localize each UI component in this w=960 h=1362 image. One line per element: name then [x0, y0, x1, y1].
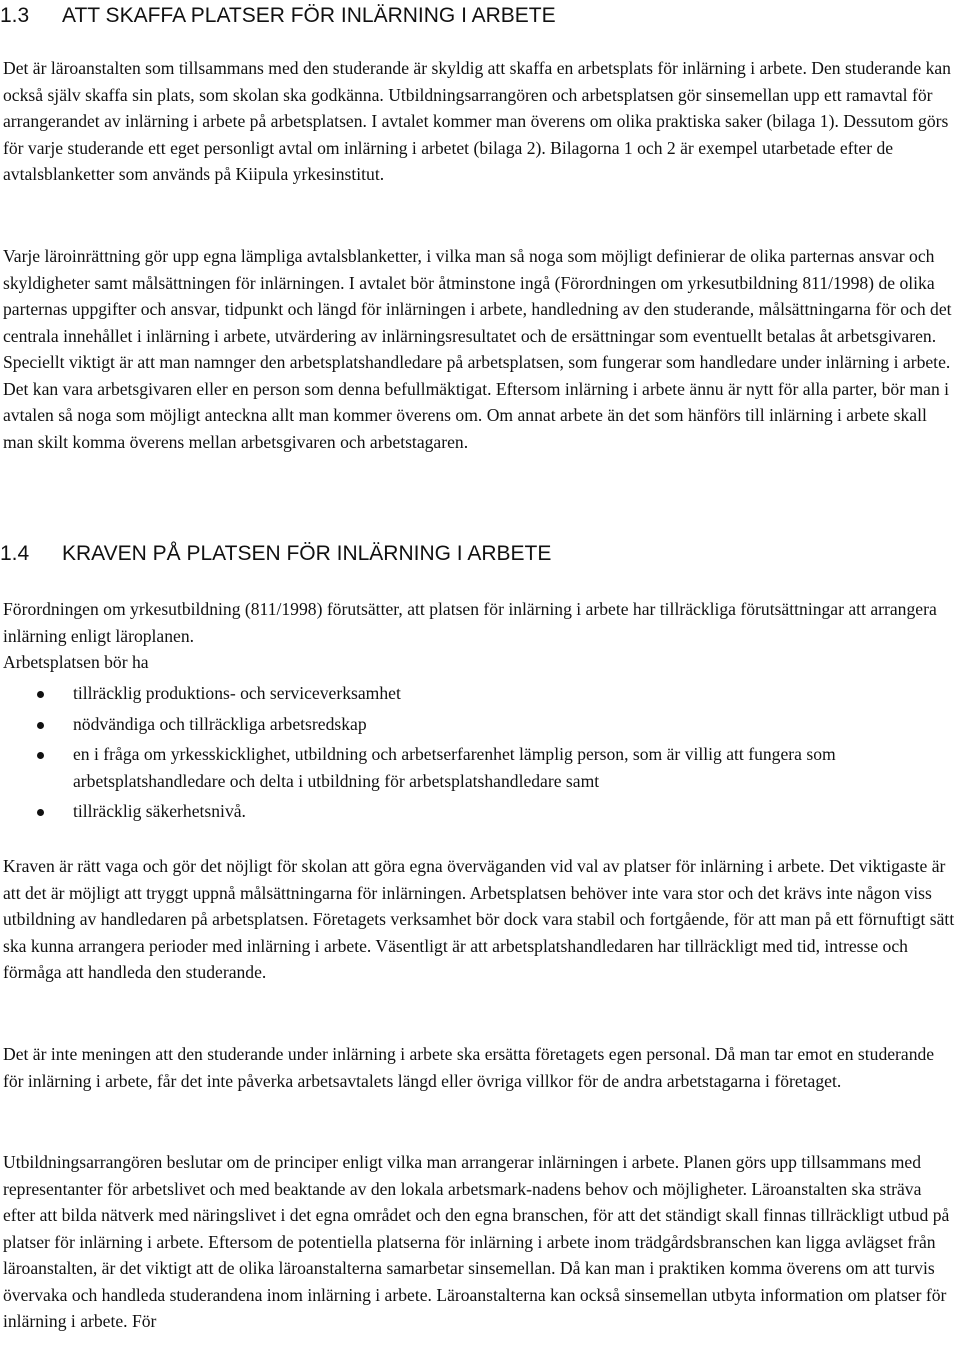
section-heading — [0, 2, 556, 30]
paragraph: Varje läroinrättning gör upp egna lämpliga avtalsblanketter, i vilka man så noga som möjligt definierar de olika parternas ansvar och skyldigheter samt målsättningen för inlärningen. I avtalet bör åtminstone ingå (Förordningen om yrkesutbildning 811/1998) de olika parternas uppgifter och ansvar, tidpunkt och längd för inlärningen i arbete, handledning av den studerande, målsättningarna för och det centrala innehållet i inlärning i arbete, utvärdering av inlärningsresultatet och de ersättningar som eventuellt betalas åt arbetsgivaren. Speciellt viktigt är att man namnger den arbetsplatshandledare på arbetsplatsen, som fungerar som handledare under inlärning i arbete. Det kan vara arbetsgivaren eller en person som denna befullmäktigat. Eftersom inlärning i arbete ännu är nytt för alla parter, bör man i avtalen så noga som möjligt anteckna allt man kommer överens om. Om annat arbete än det som hänförs till inlärning i arbete skall man skilt komma överens mellan arbetsgivaren och arbetstagaren. — [3, 246, 952, 452]
list-item — [0, 798, 958, 825]
section-number: 1.3 — [0, 4, 30, 27]
list-item — [0, 680, 958, 707]
bullet-icon — [37, 809, 44, 816]
list-item-text: tillräcklig säkerhetsnivå. — [73, 801, 246, 821]
paragraph: Det är läroanstalten som tillsammans med den studerande är skyldig att skaffa en arbetsplats för inlärning i arbete. Den studerande kan också själv skaffa sin plats, som skolan ska godkänna. Utbildningsarrangören och arbetsplatsen gör sinsemellan upp ett ramavtal för arrangerandet av inlärning i arbete på arbetsplatsen. I avtalet kommer man överens om olika praktiska saker (bilaga 1). Dessutom görs för varje studerande ett eget personligt avtal om inlärning i arbetet (bilaga 2). Bilagorna 1 och 2 är exempel utarbetade efter de avtalsblanketter som används på Kiipula yrkesinstitut. — [3, 58, 951, 184]
list-item — [0, 711, 958, 738]
section-title: ATT SKAFFA PLATSER FÖR INLÄRNING I ARBETE — [62, 4, 556, 27]
requirements-list — [0, 680, 958, 825]
bullet-icon — [37, 752, 44, 759]
bullet-icon — [37, 691, 44, 698]
list-item — [0, 741, 958, 794]
list-item-text: nödvändiga och tillräckliga arbetsredskap — [73, 713, 367, 734]
paragraph: Utbildningsarrangören beslutar om de principer enligt vilka man arrangerar inlärningen i arbete. Planen görs upp tillsammans med representanter för arbetslivet och med beaktande av den lokala arbetsmark-nadens behov och möjligheter. Läroanstalten ska sträva efter att bilda nätverk med näringslivet i det egna området och den egna branschen, för att det ständigt skall finnas tillräckligt utbud på platser för inlärning i arbete. Eftersom de potentiella platserna för inlärning i arbete inom trädgårdsbranschen kan ligga avlägset från läroanstalten, är det viktigt att de olika läroanstalterna samarbetar sinsemellan. Då kan man i praktiken komma överens om att turvis övervaka och handleda studerandena inom inlärning i arbete. Läroanstalterna kan också sinsemellan utbyta information om platser för inlärning i arbete. För — [3, 1152, 950, 1331]
paragraph: Det är inte meningen att den studerande under inlärning i arbete ska ersätta företagets egen personal. Då man tar emot en studerande för inlärning i arbete, får det inte påverka arbetsavtalets längd eller övriga villkor för de andra arbetstagarna i företaget. — [3, 1044, 935, 1091]
bullet-icon — [37, 722, 44, 729]
section-number: 1.4 — [0, 542, 30, 565]
section-heading — [0, 540, 551, 568]
section-title: KRAVEN PÅ PLATSEN FÖR INLÄRNING I ARBETE — [62, 542, 552, 565]
list-lead: Arbetsplatsen bör ha — [3, 652, 149, 672]
paragraph: Förordningen om yrkesutbildning (811/1998) förutsätter, att platsen för inlärning i arbete har tillräckliga förutsättningar att arrangera inlärning enligt läroplanen. — [3, 599, 937, 646]
list-item-text: en i fråga om yrkesskicklighet, utbildning och arbetserfarenhet lämplig person, som är villig att fungera som arbetsplatshandledare och delta i utbildning för arbetsplatshandledare samt — [73, 744, 836, 791]
list-item-text: tillräcklig produktions- och serviceverksamhet — [73, 683, 401, 703]
paragraph: Kraven är rätt vaga och gör det nöjligt för skolan att göra egna överväganden vid val av platser för inlärning i arbete. Det viktigaste är att det är möjligt att tryggt uppnå målsättningarna för inlärningen. Arbetsplatsen behöver inte vara stor och det krävs inte någon viss utbildning av handledaren på arbetsplatsen. Företagets verksamhet bör dock vara stabil och fortgående, för att man på ett förnuftigt sätt ska kunna arrangera perioder med inlärning i arbete. Väsentligt är att arbetsplatshandledaren har tillräckligt med tid, intresse och förmåga att handleda den studerande. — [3, 856, 955, 982]
